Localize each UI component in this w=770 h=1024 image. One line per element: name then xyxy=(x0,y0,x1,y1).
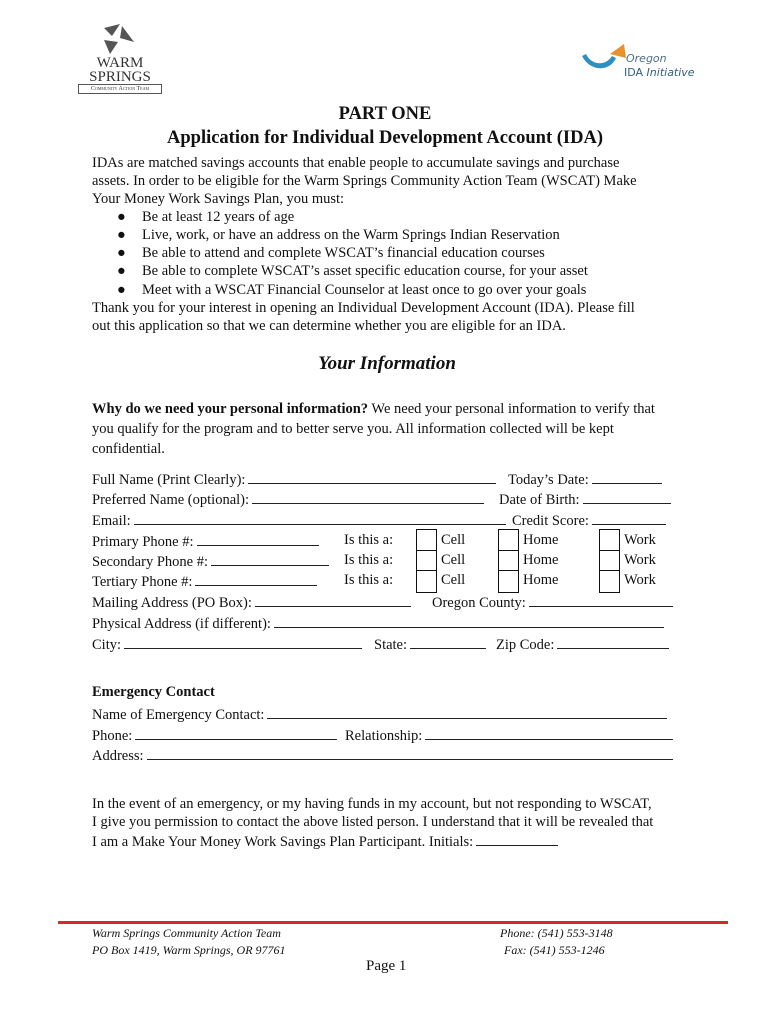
home-label: Home xyxy=(523,552,559,568)
primary-phone-field[interactable] xyxy=(197,531,319,546)
state-field[interactable] xyxy=(410,634,486,649)
tertiary-phone-label: Tertiary Phone #: xyxy=(92,574,193,590)
mailing-address-label: Mailing Address (PO Box): xyxy=(92,595,252,611)
thanks-line1: Thank you for your interest in opening an Individual Development Account (IDA). Please fill xyxy=(92,300,635,316)
work-label: Work xyxy=(624,532,656,548)
preferred-name-label: Preferred Name (optional): xyxy=(92,492,250,508)
bullet-item: Be able to attend and complete WSCAT’s financial education courses xyxy=(142,245,545,261)
page-number: Page 1 xyxy=(366,958,407,974)
physical-address-field[interactable] xyxy=(274,613,664,628)
footer-phone: Phone: (541) 553-3148 xyxy=(500,926,613,940)
home-label: Home xyxy=(523,572,559,588)
bullet-item: Be at least 12 years of age xyxy=(142,209,295,225)
full-name-field[interactable] xyxy=(248,469,496,484)
county-label: Oregon County: xyxy=(432,595,526,611)
bullet-dot: ● xyxy=(117,227,126,243)
city-field[interactable] xyxy=(124,634,362,649)
email-field[interactable] xyxy=(134,510,506,525)
emergency-phone-field[interactable] xyxy=(135,725,337,740)
tertiary-cell-checkbox[interactable] xyxy=(416,570,437,593)
logo-oregon: Oregon xyxy=(626,52,667,65)
emergency-address-field[interactable] xyxy=(147,745,673,760)
bullet-item: Live, work, or have an address on the Warm Springs Indian Reservation xyxy=(142,227,560,243)
footer-fax: Fax: (541) 553-1246 xyxy=(504,943,605,957)
is-this-a-label: Is this a: xyxy=(344,532,394,548)
primary-work-checkbox[interactable] xyxy=(599,529,620,552)
relationship-field[interactable] xyxy=(425,725,673,740)
emergency-phone-label: Phone: xyxy=(92,728,133,744)
oregon-ida-logo xyxy=(580,40,700,82)
mailing-address-field[interactable] xyxy=(255,592,411,607)
bullet-item: Be able to complete WSCAT’s asset specific education course, for your asset xyxy=(142,263,588,279)
intro-line1: IDAs are matched savings accounts that enable people to accumulate savings and purchase xyxy=(92,155,620,171)
preferred-name-field[interactable] xyxy=(252,489,484,504)
page-title: Application for Individual Development Account (IDA) xyxy=(167,128,603,148)
zip-label: Zip Code: xyxy=(496,637,555,653)
bullet-item: Meet with a WSCAT Financial Counselor at least once to go over your goals xyxy=(142,282,587,298)
todays-date-label: Today’s Date: xyxy=(508,472,589,488)
city-label: City: xyxy=(92,637,122,653)
why-question: Why do we need your personal information? xyxy=(92,401,369,417)
tertiary-home-checkbox[interactable] xyxy=(498,570,519,593)
footer-divider xyxy=(58,921,728,924)
why-line3: confidential. xyxy=(92,441,165,457)
section-heading-your-information: Your Information xyxy=(318,353,456,374)
credit-score-label: Credit Score: xyxy=(512,513,589,529)
work-label: Work xyxy=(624,572,656,588)
warm-springs-mark-icon xyxy=(100,22,136,56)
emergency-name-label: Name of Emergency Contact: xyxy=(92,707,265,723)
emergency-name-field[interactable] xyxy=(267,704,667,719)
intro-line3: Your Money Work Savings Plan, you must: xyxy=(92,191,345,207)
warm-springs-logo xyxy=(78,22,162,94)
consent-line3: I am a Make Your Money Work Savings Plan Participant. Initials: xyxy=(92,834,474,850)
footer-address: PO Box 1419, Warm Springs, OR 97761 xyxy=(92,943,286,957)
county-field[interactable] xyxy=(529,592,673,607)
bullet-dot: ● xyxy=(117,245,126,261)
intro-line2: assets. In order to be eligible for the Warm Springs Community Action Team (WSCAT) Make xyxy=(92,173,637,189)
home-label: Home xyxy=(523,532,559,548)
footer-org: Warm Springs Community Action Team xyxy=(92,926,281,940)
logo-ida: IDA xyxy=(624,66,644,79)
cell-label: Cell xyxy=(441,572,466,588)
todays-date-field[interactable] xyxy=(592,469,662,484)
dob-field[interactable] xyxy=(583,489,671,504)
consent-line2: I give you permission to contact the above listed person. I understand that it will be revealed that xyxy=(92,814,654,830)
email-label: Email: xyxy=(92,513,131,529)
logo-initiative: Initiative xyxy=(646,66,695,79)
bullet-dot: ● xyxy=(117,263,126,279)
physical-address-label: Physical Address (if different): xyxy=(92,616,271,632)
primary-cell-checkbox[interactable] xyxy=(416,529,437,552)
why-line2: you qualify for the program and to better serve you. All information collected will be kept xyxy=(92,421,614,437)
state-label: State: xyxy=(374,637,408,653)
secondary-phone-label: Secondary Phone #: xyxy=(92,554,208,570)
primary-home-checkbox[interactable] xyxy=(498,529,519,552)
thanks-line2: out this application so that we can determine whether you are eligible for an IDA. xyxy=(92,318,566,334)
emergency-heading: Emergency Contact xyxy=(92,684,215,700)
bullet-dot: ● xyxy=(117,209,126,225)
work-label: Work xyxy=(624,552,656,568)
initials-field[interactable] xyxy=(476,831,558,846)
full-name-label: Full Name (Print Clearly): xyxy=(92,472,246,488)
bullet-dot: ● xyxy=(117,282,126,298)
credit-score-field[interactable] xyxy=(592,510,666,525)
secondary-phone-field[interactable] xyxy=(211,551,329,566)
dob-label: Date of Birth: xyxy=(499,492,580,508)
tertiary-work-checkbox[interactable] xyxy=(599,570,620,593)
swoosh-arrow-icon xyxy=(580,42,630,74)
logo-line2: SPRINGS xyxy=(89,69,151,85)
is-this-a-label: Is this a: xyxy=(344,552,394,568)
part-heading: PART ONE xyxy=(338,104,432,124)
is-this-a-label: Is this a: xyxy=(344,572,394,588)
primary-phone-label: Primary Phone #: xyxy=(92,534,194,550)
logo-line1: WARM xyxy=(96,55,144,71)
cell-label: Cell xyxy=(441,532,466,548)
why-answer: We need your personal information to verify that xyxy=(368,401,655,417)
relationship-label: Relationship: xyxy=(345,728,423,744)
consent-line1: In the event of an emergency, or my having funds in my account, but not responding to WSCAT, xyxy=(92,796,652,812)
cell-label: Cell xyxy=(441,552,466,568)
logo-tagline: Community Action Team xyxy=(78,84,162,94)
zip-field[interactable] xyxy=(557,634,669,649)
tertiary-phone-field[interactable] xyxy=(195,571,317,586)
emergency-address-label: Address: xyxy=(92,748,144,764)
